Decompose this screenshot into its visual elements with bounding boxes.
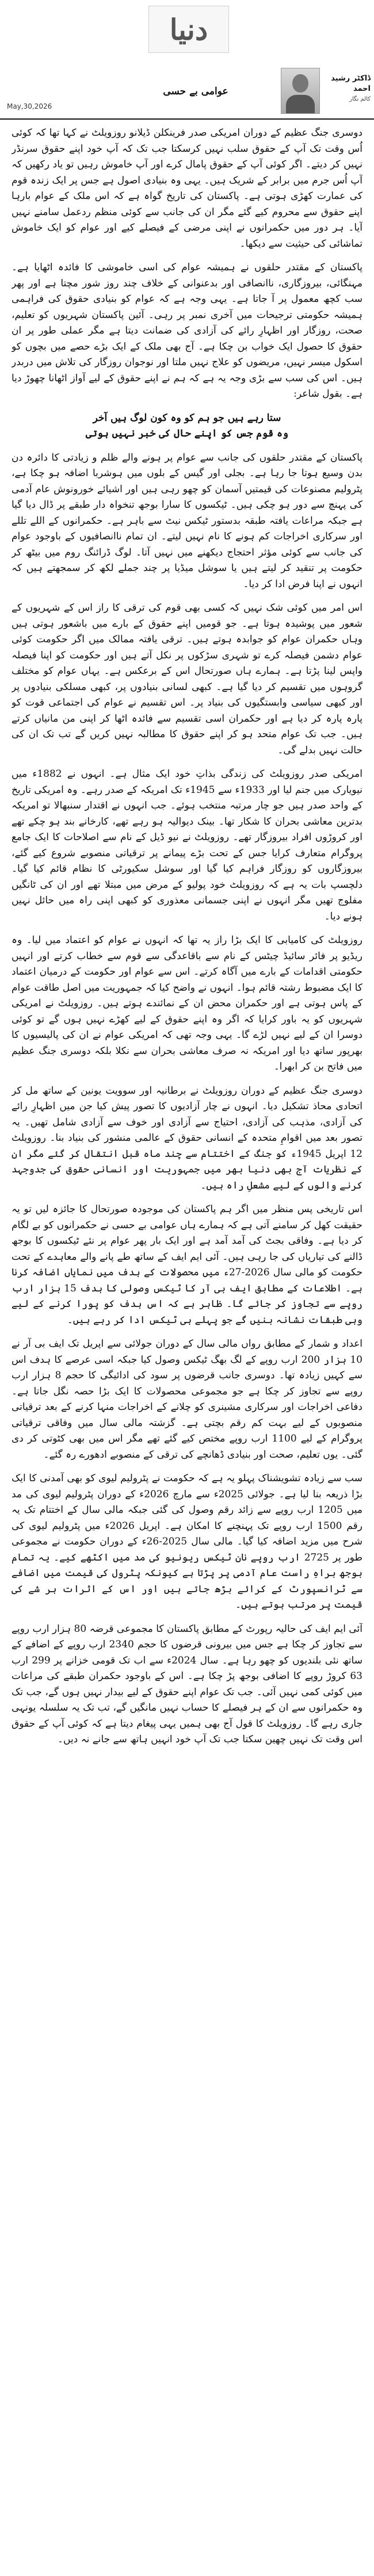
paragraph: دوسری جنگ عظیم کے دوران امریکی صدر فرینکلن ڈیلانو روزویلٹ نے کہا تھا کہ کوئی اُس وقت تک آپ کے حقوق سلب نہیں کرسکتا جب تک کہ آپ خود اپنے حقوق سرنڈر نہیں کر دیتے۔ اگر کوئی آپ کے حقوق پامال کرے اور آپ خاموش رہیں تو یاد رکھیں کہ آپ اُس جرم میں برابر کے شریک ہیں۔ یہی وہ بنیادی اصول ہے جس پر ایک زندہ قوم کی عمارت کھڑی ہوتی ہے۔ پاکستان کی تاریخ گواہ ہے کہ اس ملک کے عوام بارہا اپنے حقوق سے محروم کیے گئے مگر ان کی جانب سے کوئی منظم ردعمل سامنے نہیں آیا۔ ہر دور میں حکمرانوں نے اپنی مرضی کے فیصلے کیے اور عوام کو ایک خاموش تماشائی کی حیثیت سے دیکھا۔ (12, 127, 362, 250)
poem-couplet (12, 411, 362, 442)
poem-line: وہ قوم جس کو اپنے حال کی خبر نہیں ہوتی (85, 428, 289, 439)
newspaper-logo (148, 6, 229, 53)
paragraph: سب سے زیادہ تشویشناک پہلو یہ ہے کہ حکومت نے پٹرولیم لیوی کو بھی آمدنی کا ایک بڑا ذریعہ بنا لیا ہے۔ جولائی 2025ء سے مارچ 2026ء کے دوران پٹرولیم لیوی کی مد میں 1205 ارب روپے سے زائد رقم وصول کی گئی جبکہ مالی سال کے اختتام تک یہ رقم 1500 ارب روپے تک پہنچنے کا امکان ہے۔ اپریل 2026ء میں پٹرولیم لیوی کی شرح میں مزید اضافہ کیا گیا۔ مالی سال 2025-26ء کے دوران حکومت نے مجموعی طور پر 2725 ارب روپے نان ٹیکس ریونیو کی مد میں اکٹھے کیے۔ یہ تمام بوجھ براہِ راست عام آدمی پر پڑتا ہے کیونکہ پٹرول کی قیمت میں اضافے سے ٹرانسپورٹ کے کرائے بڑھ جاتے ہیں اور اس کے اثرات ہر شے کی قیمت پر مرتب ہوتے ہیں۔ (12, 1473, 362, 1611)
paragraph: اس تاریخی پس منظر میں اگر ہم پاکستان کی موجودہ صورتحال کا جائزہ لیں تو یہ حقیقت کھل کر سامنے آتی ہے کہ ہمارے ہاں عوامی بے حسی نے حکمرانوں کو بے لگام کر دیا ہے۔ وفاقی بجٹ کی آمد آمد ہے اور ایک بار پھر عوام پر نئے ٹیکسوں کا بوجھ ڈالنے کی تیاریاں کی جا رہی ہیں۔ آئی ایم ایف کے ساتھ طے پانے والے معاہدے کے تحت حکومت کو مالی سال 2026-27ء میں محصولات کے ہدف میں نمایاں اضافہ کرنا ہے۔ اطلاعات کے مطابق ایف بی آر کا ٹیکس وصولی کا ہدف 15 ہزار ارب روپے سے تجاوز کر جائے گا۔ ظاہر ہے کہ اس ہدف کو پورا کرنے کے لیے وہی طبقات نشانہ بنیں گے جو پہلے ہی ٹیکس ادا کر رہے ہیں۔ (12, 1203, 362, 1326)
paragraph: روزویلٹ کی کامیابی کا ایک بڑا راز یہ تھا کہ انہوں نے عوام کو اعتماد میں لیا۔ وہ ریڈیو پر فائر سائیڈ چیٹس کے نام سے باقاعدگی سے قوم سے خطاب کرتے اور انہیں حکومتی اقدامات کے بارے میں آگاہ کرتے۔ اس سے عوام اور حکومت کے درمیان اعتماد کا ایک مضبوط رشتہ قائم ہوا۔ انہوں نے واضح کیا کہ جمہوریت میں اصل طاقت عوام کے پاس ہوتی ہے اور حکمران محض ان کے نمائندے ہوتے ہیں۔ روزویلٹ نے امریکی شہریوں کو یہ باور کرایا کہ اگر وہ اپنے حقوق کے لیے کھڑے نہیں ہوں گے تو کوئی دوسرا ان کے لیے نہیں لڑے گا۔ یہی وجہ تھی کہ امریکی عوام نے ان کی پالیسیوں کا بھرپور ساتھ دیا اور امریکہ نہ صرف معاشی بحران سے نکلا بلکہ دوسری جنگ عظیم میں فاتح بن کر ابھرا۔ (12, 934, 362, 1072)
logo-text: دنیا (169, 12, 208, 47)
paragraph: آئی ایم ایف کی حالیہ رپورٹ کے مطابق پاکستان کا مجموعی قرضہ 80 ہزار ارب روپے سے تجاوز کر چکا ہے جس میں بیرونی قرضوں کا حجم 2340 ارب روپے کے اضافے کے ساتھ نئی بلندیوں کو چھو رہا ہے۔ سال 2024ء سے اب تک قومی خزانے پر 299 ارب 63 کروڑ روپے کا اضافی بوجھ پڑ چکا ہے۔ اس کے باوجود حکمران طبقے کی مراعات میں کوئی کمی نہیں آئی۔ جب تک عوام اپنے حقوق کے لیے بیدار نہیں ہوں گے، جب تک وہ حکمرانوں سے ان کے ہر فیصلے کا حساب نہیں مانگیں گے، تب تک یہ سلسلہ یونہی جاری رہے گا۔ روزویلٹ کا قول آج بھی ہمیں یہی پیغام دیتا ہے کہ کوئی آپ کے حقوق اس وقت تک نہیں چھین سکتا جب تک آپ خود انہیں ہاتھ سے جانے نہ دیں۔ (12, 1623, 362, 1745)
author-name: ڈاکٹر رشید احمد (331, 74, 371, 93)
author-photo (281, 68, 320, 114)
poem-line: ستا رہے ہیں جو ہم کو وہ کون لوگ ہیں آخر (93, 412, 281, 424)
paragraph: پاکستان کے مقتدر حلقوں نے ہمیشہ عوام کی اسی خاموشی کا فائدہ اٹھایا ہے۔ مہنگائی، بیروزگاری، ناانصافی اور بدعنوانی کے خلاف چند روز شور مچتا ہے اور پھر سب کچھ معمول پر آ جاتا ہے۔ یہی وجہ ہے کہ عوام کو بنیادی حقوق کی فراہمی ہمیشہ حکومتی ترجیحات میں آخری نمبر پر رہی۔ آئین پاکستان شہریوں کو تعلیم، صحت، روزگار اور اظہارِ رائے کی آزادی کی ضمانت دیتا ہے مگر عملی طور پر ان حقوق کا حصول ایک خواب بن چکا ہے۔ آج بھی ملک کے ایک بڑے حصے میں بچوں کو اسکول میسر نہیں، مریضوں کو علاج نہیں ملتا اور نوجوان روزگار کی تلاش میں دربدر ہیں۔ اس کی سب سے بڑی وجہ یہ ہے کہ ہم نے اپنے حقوق کے لیے آواز اٹھانا چھوڑ دیا ہے۔ بقول شاعر: (12, 262, 362, 400)
author-byline (322, 74, 371, 105)
column-title: عوامی بے حسی (163, 86, 228, 97)
article-body (12, 125, 362, 2563)
publish-date: May,30,2026 (7, 102, 52, 110)
paragraph: دوسری جنگ عظیم کے دوران روزویلٹ نے برطانیہ اور سوویت یونین کے ساتھ مل کر اتحادی محاذ تشکیل دیا۔ انہوں نے چار آزادیوں کا تصور پیش کیا جن میں اظہارِ رائے کی آزادی، مذہب کی آزادی، احتیاج سے آزادی اور خوف سے آزادی شامل تھیں۔ یہ تصور بعد میں اقوامِ متحدہ کے انسانی حقوق کے عالمی منشور کی بنیاد بنا۔ روزویلٹ 12 اپریل 1945ء کو جنگ کے اختتام سے چند ماہ قبل انتقال کر گئے مگر ان کے نظریات آج بھی دنیا بھر میں جمہوریت اور انسانی حقوق کی جدوجہد کرنے والوں کے لیے مشعلِ راہ ہیں۔ (12, 1084, 362, 1191)
paragraph: اعداد و شمار کے مطابق رواں مالی سال کے دوران جولائی سے اپریل تک ایف بی آر نے 10 ہزار 200 ارب روپے کے لگ بھگ ٹیکس وصول کیا جبکہ اسی عرصے کا ہدف اس سے کہیں زیادہ تھا۔ دوسری جانب قرضوں پر سود کی ادائیگی کا حجم 8 ہزار ارب روپے سے تجاوز کر چکا ہے جو مجموعی محصولات کا ایک بڑا حصہ نگل جاتا ہے۔ دفاعی اخراجات اور سرکاری مشینری کو چلانے کے اخراجات منہا کرنے کے بعد ترقیاتی منصوبوں کے لیے بہت کم رقم بچتی ہے۔ گزشتہ مالی سال میں وفاقی ترقیاتی پروگرام کے لیے 1100 ارب روپے مختص کیے گئے تھے مگر اس میں بھی کٹوتی کر دی گئی۔ یوں تعلیم، صحت اور بنیادی ڈھانچے کی ترقی کے منصوبے ادھورے رہ گئے۔ (12, 1338, 362, 1460)
paragraph: امریکی صدر روزویلٹ کی زندگی بذاتِ خود ایک مثال ہے۔ انہوں نے 1882ء میں نیویارک میں جنم لیا اور 1933ء سے 1945ء تک امریکہ کے صدر رہے۔ وہ امریکی تاریخ کے واحد صدر ہیں جو چار مرتبہ منتخب ہوئے۔ جب انہوں نے اقتدار سنبھالا تو امریکہ بدترین معاشی بحران کا شکار تھا۔ بینک دیوالیہ ہو رہے تھے، کارخانے بند ہو چکے تھے اور کروڑوں افراد بیروزگار تھے۔ روزویلٹ نے نیو ڈیل کے نام سے اصلاحات کا ایک جامع پروگرام متعارف کرایا جس کے تحت بڑے پیمانے پر ترقیاتی منصوبے شروع کیے گئے، بیروزگاروں کو روزگار فراہم کیا گیا اور سوشل سکیورٹی کا نظام قائم کیا گیا۔ دلچسپ بات یہ ہے کہ روزویلٹ خود پولیو کے مرض میں مبتلا تھے اور ان کی ٹانگیں مفلوج تھیں مگر انہوں نے اپنی جسمانی معذوری کو کبھی اپنی راہ میں حائل نہیں ہونے دیا۔ (12, 768, 362, 922)
paragraph: پاکستان کے مقتدر حلقوں کی جانب سے عوام پر ہونے والے ظلم و زیادتی کا دائرہ دن بدن وسیع ہوتا جا رہا ہے۔ بجلی اور گیس کے بلوں میں ہوشربا اضافہ ہو چکا ہے، پٹرولیم مصنوعات کی قیمتیں آسمان کو چھو رہی ہیں اور اشیائے خورونوش عام آدمی کی پہنچ سے دور ہو چکی ہیں۔ ٹیکسوں کا سارا بوجھ تنخواہ دار طبقے پر ڈال دیا گیا ہے جبکہ مراعات یافتہ طبقہ بدستور ٹیکس نیٹ سے باہر ہے۔ حکمرانوں کے اللے تللے اور سرکاری اخراجات کم ہونے کا نام نہیں لیتے۔ ان تمام ناانصافیوں کے باوجود عوام کی جانب سے کوئی مؤثر احتجاج دیکھنے میں نہیں آتا۔ لوگ ڈرائنگ روم میں بیٹھ کر حکومت پر تنقید کر لیتے ہیں یا سوشل میڈیا پر چند جملے لکھ کر سمجھتے ہیں کہ انہوں نے اپنا فرض ادا کر دیا۔ (12, 451, 362, 590)
author-subtitle: کالم نگار (349, 96, 371, 102)
masthead (0, 0, 374, 121)
paragraph: اس امر میں کوئی شک نہیں کہ کسی بھی قوم کی ترقی کا راز اس کے شہریوں کے شعور میں پوشیدہ ہوتا ہے۔ جو قومیں اپنے حقوق کے بارے میں باشعور ہوتی ہیں وہاں حکمران عوام کو جوابدہ ہوتے ہیں۔ ترقی یافتہ ممالک میں اگر حکومت کوئی عوام دشمن فیصلہ کرے تو شہری سڑکوں پر نکل آتے ہیں اور حکومت کو اپنا فیصلہ واپس لینا پڑتا ہے۔ ہمارے ہاں صورتحال اس کے برعکس ہے۔ یہاں عوام کو مختلف گروہوں میں تقسیم کر دیا گیا ہے۔ کبھی لسانی بنیادوں پر، کبھی مسلکی بنیادوں پر اور کبھی سیاسی وابستگیوں کی بنیاد پر۔ اس تقسیم نے عوام کی اجتماعی قوت کو پارہ پارہ کر دیا ہے اور حکمران اسی تقسیم سے فائدہ اٹھا کر اپنی من مانیاں کرتے ہیں۔ جب تک عوام متحد ہو کر اپنے حقوق کا مطالبہ نہیں کریں گے تب تک ان کی حالت نہیں بدلے گی۔ (12, 602, 362, 756)
header-divider (0, 118, 374, 120)
